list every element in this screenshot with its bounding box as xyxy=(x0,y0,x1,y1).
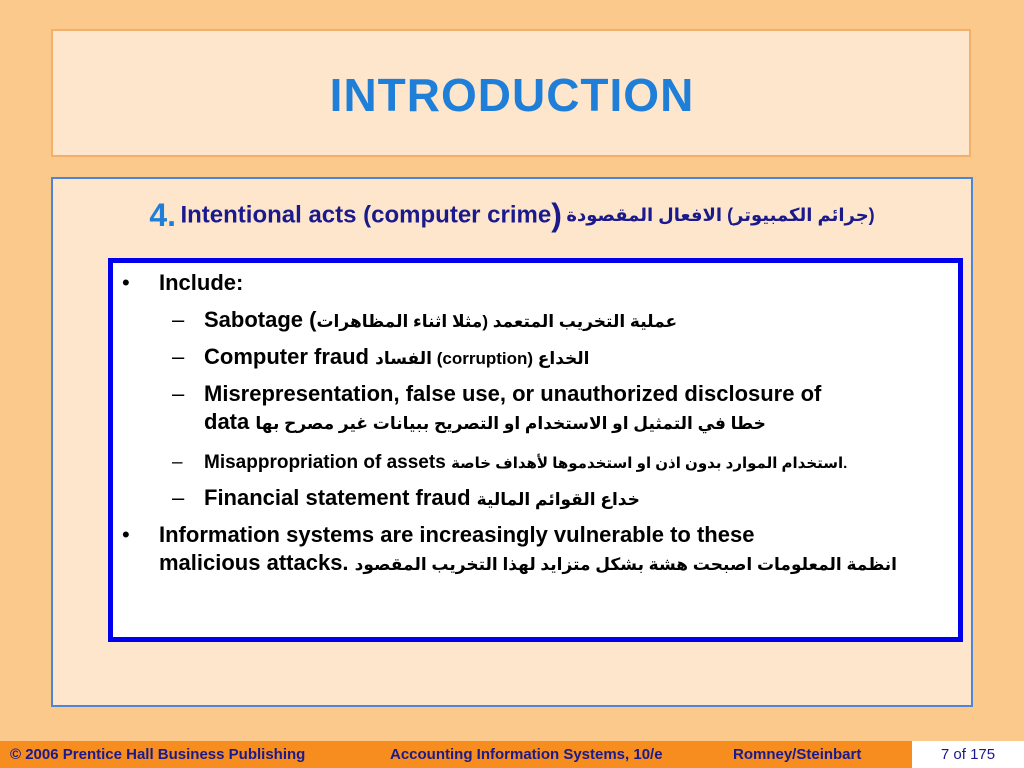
list-item-text: Misrepresentation, false use, or unauthorized disclosure of xyxy=(204,381,822,406)
bullet-dot: • xyxy=(122,522,130,547)
list-item-arabic: .استخدام الموارد بدون اذن او استخدموها لأهداف خاصة xyxy=(451,455,848,472)
page-number-box xyxy=(912,741,1024,768)
list-item-text: Financial statement fraud xyxy=(204,485,471,510)
bullet-dash: – xyxy=(172,307,185,332)
bullet-dash: – xyxy=(172,344,185,369)
page-number: 7 of 175 xyxy=(940,746,996,763)
subtitle-text: Intentional acts (computer crime xyxy=(180,201,552,229)
footer-book: Accounting Information Systems, 10/e xyxy=(390,746,663,763)
list-item-text: Include: xyxy=(159,270,244,295)
footer-copyright: © 2006 Prentice Hall Business Publishing xyxy=(10,746,306,763)
subtitle-number: 4. xyxy=(149,197,177,233)
list-item xyxy=(172,306,678,336)
list-item-arabic: انظمة المعلومات اصبحت هشة بشكل متزايد لهذا التخريب المقصود xyxy=(354,555,897,574)
list-item xyxy=(172,343,590,373)
list-item xyxy=(122,269,244,297)
bullet-dash: – xyxy=(172,485,185,510)
list-item xyxy=(172,449,848,478)
bullet-dash: – xyxy=(172,381,185,406)
list-item-text-line2: data xyxy=(204,409,250,434)
list-item-text: Sabotage ( xyxy=(204,307,317,332)
list-item xyxy=(122,521,949,579)
list-item-text-line2: malicious attacks. xyxy=(159,550,349,575)
footer-authors: Romney/Steinbart xyxy=(733,746,862,763)
list-item-text: Computer fraud xyxy=(204,344,369,369)
bullet-dash: – xyxy=(172,452,183,473)
subtitle-arabic: (جرائم الكمبيوتر) الافعال المقصودة xyxy=(566,205,875,225)
list-item-arabic: خداع القوائم المالية xyxy=(476,490,640,509)
list-item xyxy=(172,380,944,438)
list-item xyxy=(172,484,640,514)
subtitle-paren: ) xyxy=(551,197,562,233)
list-item-arabic: خطا في التمثيل او الاستخدام او التصريح ببيانات غير مصرح بها xyxy=(255,414,766,433)
slide-subtitle xyxy=(60,197,964,234)
list-item-text: Misappropriation of assets xyxy=(204,452,446,473)
bullet-dot: • xyxy=(122,270,130,295)
slide-title: INTRODUCTION xyxy=(329,69,695,121)
list-item-arabic: الخداع (corruption) الفساد xyxy=(375,349,590,368)
footer-bar xyxy=(0,741,1024,768)
list-item-text: Information systems are increasingly vulnerable to these xyxy=(159,522,755,547)
list-item-arabic: عملية التخريب المتعمد (مثلا اثناء المظاهرات xyxy=(316,312,678,331)
